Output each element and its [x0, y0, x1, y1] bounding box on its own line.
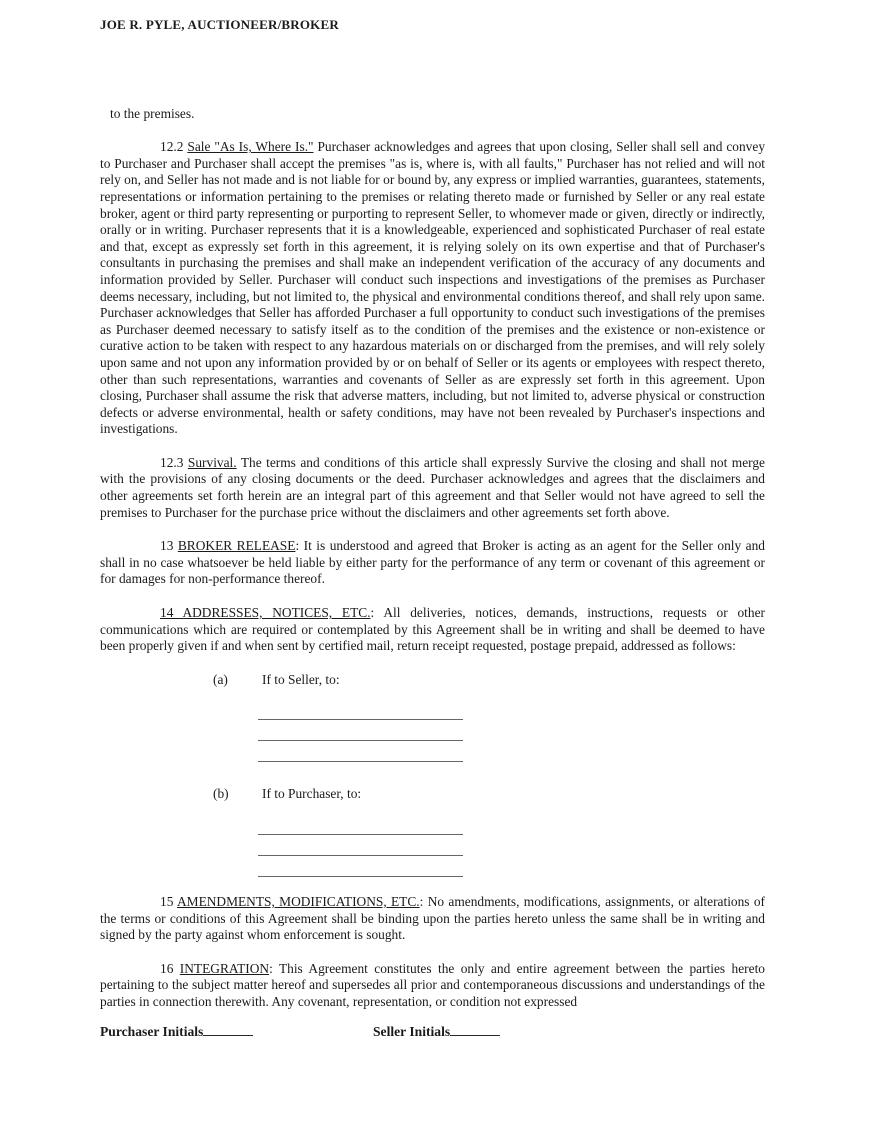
initials-footer: [100, 1022, 765, 1041]
seller-initials-label: Seller Initials: [373, 1023, 451, 1039]
section-title: BROKER RELEASE: [177, 538, 296, 554]
document-header: JOE R. PYLE, AUCTIONEER/BROKER: [100, 17, 339, 32]
section-15: [100, 894, 765, 944]
section-number: 16: [160, 960, 180, 976]
notice-label: (a): [213, 671, 228, 687]
section-title: Survival.: [187, 454, 237, 470]
section-16: [100, 961, 765, 1011]
section-body: It is understood and agreed that Broker is acting as an agent for the Seller only and shall in no case whatsoever be held liable by either party for the performance of any term or covenant of this agreement or for damages for non-performance thereof.: [100, 538, 765, 587]
section-13: [100, 538, 765, 588]
notice-address-block-purchaser: [100, 786, 765, 877]
purchaser-initials-label: Purchaser Initials: [100, 1023, 204, 1039]
notice-description: If to Seller, to:: [262, 671, 340, 687]
section-number: 12.3: [160, 454, 188, 470]
notice-row: [100, 786, 765, 803]
notice-address-block-seller: [100, 672, 765, 763]
section-body: Purchaser acknowledges and agrees that upon closing, Seller shall sell and convey to Purchaser and Purchaser shall accept the premises "as is, where is, with all faults," Purchaser has not relied and will not rely on, and Seller has not made and is not liable for or bound by, any express or implied warranties, guarantees, statements, representations or information pertaining to the premises or relating thereto made or furnished by Seller or any real estate broker, agent or third party representing or purporting to represent Seller, to whomever made or given, directly or indirectly, orally or in writing. Purchaser represents that it is a knowledgeable, experienced and sophisticated Purchaser of real estate and that, except as expressly set forth in this agreement, it is relying solely on its own expertise and that of Purchaser's consultants in purchasing the premises and shall make an independent verification of the accuracy of any documents and information provided by Seller. Purchaser will conduct such inspections and investigations of the premises as Purchaser deems necessary, including, but not limited to, the physical and environmental conditions thereof, and shall rely upon same. Purchaser acknowledges that Seller has afforded Purchaser a full opportunity to conduct such investigations of the premises as Purchaser deemed necessary to satisfy itself as to the condition of the premises and the existence or non-existence or curative action to be taken with respect to any hazardous materials on or discharged from the premises, and will rely solely upon same and not upon any information provided by or on behalf of Seller or its agents or employees with respect thereto, other than such representations, warranties and covenants of Seller as are expressly set forth in this agreement. Upon closing, Purchaser shall assume the risk that adverse matters, including, but not limited to, adverse physical or construction defects or adverse environmental, health or safety conditions, may have not been revealed by Purchaser's inspections and investigations.: [100, 139, 766, 437]
section-body: All deliveries, notices, demands, instructions, requests or other communications which are required or contemplated by this Agreement shall be in writing and shall be deemed to have been properly given if and when sent by certified mail, return receipt requested, postage prepaid, addressed as follows:: [100, 605, 765, 654]
section-title-separator: :: [370, 605, 375, 621]
intro-fragment: to the premises.: [110, 105, 195, 121]
section-number: 12.2: [160, 139, 188, 155]
section-title-separator: :: [269, 960, 273, 976]
section-number: 15: [160, 894, 177, 909]
section-title-separator: :: [419, 894, 424, 909]
section-body: The terms and conditions of this article shall expressly Survive the closing and shall not merge with the provisions of any closing documents or the deed. Purchaser acknowledges and agrees that the disclaimers and other agreements set forth herein are an integral part of this agreement and that Seller would not have agreed to sell the premises to Purchaser for the purchase price without the disclaimers and other agreements set forth above.: [100, 454, 766, 520]
section-title: INTEGRATION: [179, 960, 270, 976]
seller-initials-blank: [450, 1022, 500, 1036]
purchaser-initials-blank: [203, 1022, 253, 1036]
address-blank-line: [258, 835, 463, 856]
notice-row: [100, 672, 765, 689]
address-blank-line: [258, 741, 463, 762]
section-12-3: [100, 455, 765, 521]
section-title-separator: :: [295, 538, 300, 554]
address-blank-line: [258, 814, 463, 835]
address-blank-line: [258, 720, 463, 741]
section-title: 14 ADDRESSES, NOTICES, ETC.: [160, 605, 371, 621]
section-title: AMENDMENTS, MODIFICATIONS, ETC.: [177, 894, 420, 909]
notice-description: If to Purchaser, to:: [262, 786, 362, 802]
section-14: [100, 605, 765, 655]
section-number: 13: [160, 538, 178, 554]
section-body: No amendments, modifications, assignments, or alterations of the terms or conditions of this Agreement shall be binding upon the parties hereto unless the same shall be in writing and signed by the party against whom enforcement is sought.: [100, 894, 766, 943]
address-blank-line: [258, 699, 463, 720]
section-body: This Agreement constitutes the only and entire agreement between the parties hereto pertaining to the subject matter hereof and supersedes all prior and contemporaneous discussions and understandings of the parties in connection therewith. Any covenant, representation, or condition not expressed: [100, 960, 765, 1009]
section-title: Sale "As Is, Where Is.": [187, 139, 314, 155]
address-blank-line: [258, 856, 463, 877]
seller-initials: [373, 1022, 500, 1041]
notice-label: (b): [213, 786, 229, 802]
purchaser-initials: [100, 1022, 373, 1041]
section-12-2: [100, 139, 765, 438]
